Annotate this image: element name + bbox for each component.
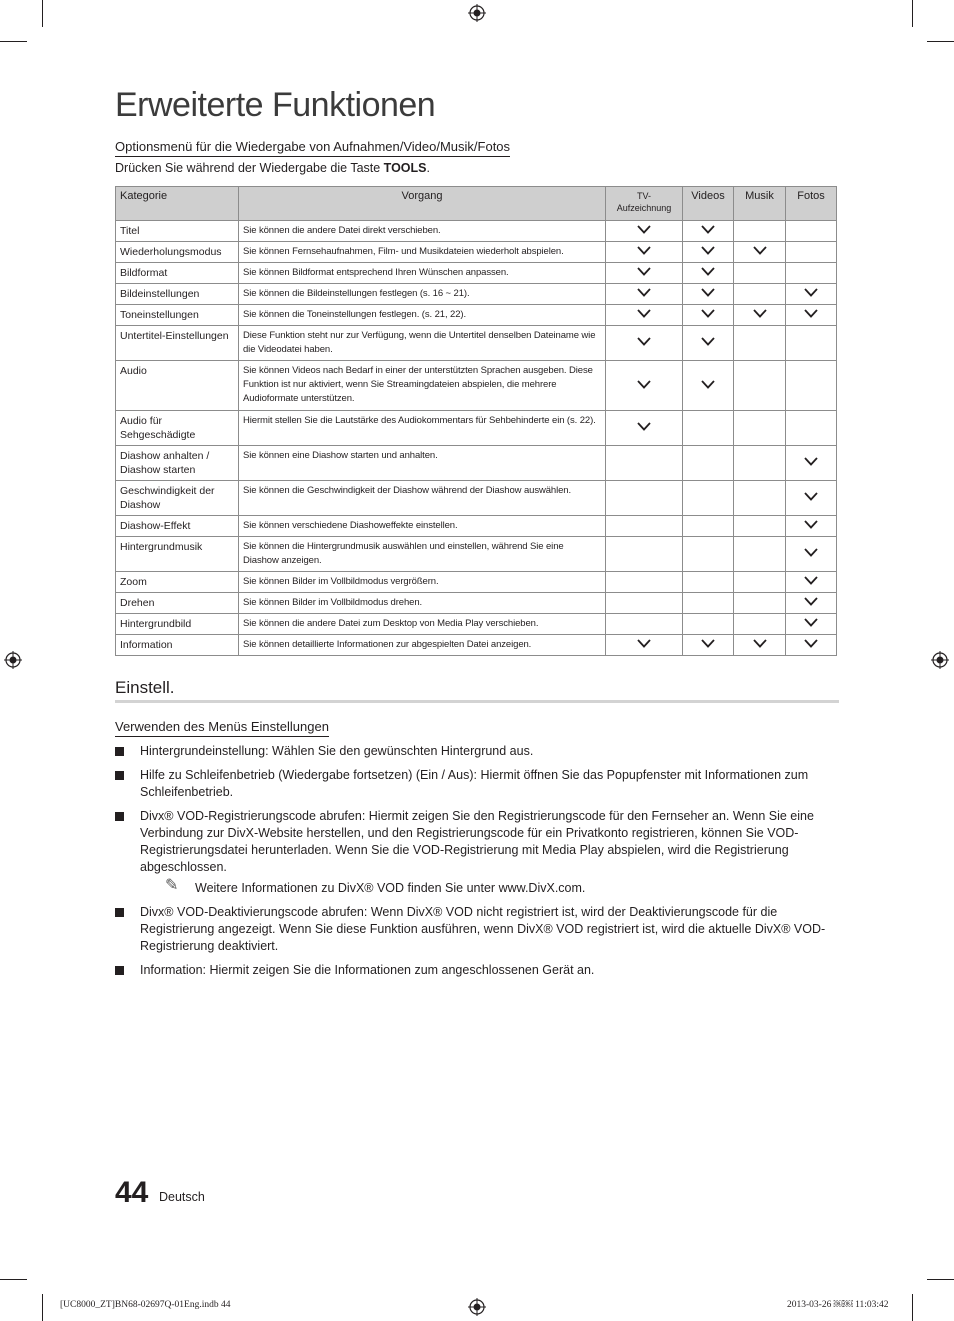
cell-fotos [786,411,837,446]
cell-fotos [786,481,837,516]
row-category: Audio für Sehgeschädigte [116,411,239,446]
bullet-item [115,808,839,897]
cell-musik [734,614,786,635]
crop-mark [42,0,43,27]
bullet-text: : Wenn DivX® VOD nicht registriert ist, wird der Deaktivierungscode für die Registrierung angezeigt. Wenn Sie diese Funktion ausführen, wenn DivX® VOD registriert ist, wird die aktuelle DivX® VOD-Registrierung deaktiviert. [140,905,826,953]
table-row [116,263,837,284]
cell-fotos [786,305,837,326]
row-category: Toneinstellungen [116,305,239,326]
row-description: Sie können Bilder im Vollbildmodus drehen. [239,593,606,614]
checkmark-icon [637,288,651,297]
checkmark-icon [804,597,818,606]
pencil-note-icon: ✎ [165,877,179,894]
checkmark-icon [804,520,818,529]
registration-mark-icon [468,4,486,22]
cell-fotos [786,593,837,614]
table-row [116,572,837,593]
cell-fotos [786,516,837,537]
row-description: Sie können detaillierte Informationen zur abgespielten Datei anzeigen. [239,635,606,656]
checkmark-icon [753,309,767,318]
checkmark-icon [637,337,651,346]
bullet-term: Hintergrundeinstellung [140,744,266,758]
header-musik: Musik [734,187,786,221]
table-body [116,221,837,656]
row-category: Bildformat [116,263,239,284]
cell-fotos [786,284,837,305]
table-row [116,635,837,656]
checkmark-icon [753,246,767,255]
cell-musik [734,305,786,326]
row-description: Sie können verschiedene Diashoweffekte einstellen. [239,516,606,537]
footer-file-info: [UC8000_ZT]BN68-02697Q-01Eng.indb 44 [60,1300,231,1310]
bullet-item [115,904,839,955]
cell-tv [606,593,683,614]
cell-musik [734,326,786,361]
row-category: Zoom [116,572,239,593]
checkmark-icon [804,548,818,557]
bullet-text: : Hiermit zeigen Sie die Informationen zum angeschlossenen Gerät an. [202,963,595,977]
checkmark-icon [701,288,715,297]
crop-mark [927,1279,954,1280]
bullet-term: Divx® VOD-Deaktivierungscode abrufen [140,905,364,919]
cell-videos [683,635,734,656]
checkmark-icon [701,337,715,346]
row-description: Hiermit stellen Sie die Lautstärke des Audiokommentars für Sehbehinderte ein (s. 22). [239,411,606,446]
cell-videos [683,263,734,284]
bullet-text: : Hiermit zeigen Sie den Registrierungscode für den Fernseher an. Wenn Sie eine Verbindung zur DivX-Website herstellen, und den Registrierungscode für ein Privatkonto registrieren, können Sie VOD-Registrierungsdatei herunterladen. Wenn Sie die VOD-Registrierung mit Media Play abspielen, wird die Registrierung abgeschlossen. [140,809,814,874]
page-language: Deutsch [159,1190,205,1204]
cell-musik [734,361,786,411]
options-heading: Optionsmenü für die Wiedergabe von Aufnahmen/Video/Musik/Fotos [115,139,510,157]
cell-musik [734,635,786,656]
cell-videos [683,326,734,361]
table-row [116,411,837,446]
page-number: 44 [115,1176,149,1209]
crop-mark [927,41,954,42]
cell-fotos [786,221,837,242]
cell-tv [606,614,683,635]
row-description: Sie können die Geschwindigkeit der Diashow während der Diashow auswählen. [239,481,606,516]
bullet-term: Divx® VOD-Registrierungscode abrufen [140,809,362,823]
row-description: Sie können Videos nach Bedarf in einer der unterstützten Sprachen ausgeben. Diese Funktion ist nur aktiviert, wenn Sie Streamingdateien abspielen, die mehrere Audioformate unterstützen. [239,361,606,411]
checkmark-icon [804,576,818,585]
row-description: Diese Funktion steht nur zur Verfügung, wenn die Untertitel denselben Dateiname wie die Videodatei haben. [239,326,606,361]
cell-tv [606,446,683,481]
crop-mark [912,1294,913,1321]
row-category: Titel [116,221,239,242]
cell-tv [606,326,683,361]
row-description: Sie können die Toneinstellungen festlegen. (s. 21, 22). [239,305,606,326]
row-description: Sie können Bilder im Vollbildmodus vergrößern. [239,572,606,593]
cell-musik [734,481,786,516]
intro-end: . [426,161,430,175]
cell-tv [606,305,683,326]
checkmark-icon [804,457,818,466]
row-description: Sie können die Hintergrundmusik auswählen und einstellen, während Sie eine Diashow anzeigen. [239,537,606,572]
cell-fotos [786,572,837,593]
header-action: Vorgang [239,187,606,221]
cell-videos [683,361,734,411]
checkmark-icon [804,492,818,501]
bullet-item [115,962,839,979]
tools-key: TOOLS [383,161,427,175]
checkmark-icon [701,639,715,648]
cell-fotos [786,242,837,263]
row-description: Sie können die andere Datei zum Desktop von Media Play verschieben. [239,614,606,635]
cell-tv [606,635,683,656]
cell-tv [606,537,683,572]
intro-text [115,161,430,175]
row-category: Untertitel-Einstellungen [116,326,239,361]
cell-fotos [786,326,837,361]
registration-mark-icon [931,651,949,669]
header-fotos: Fotos [786,187,837,221]
table-row [116,516,837,537]
cell-tv [606,516,683,537]
cell-videos [683,537,734,572]
note-text: Weitere Informationen zu DivX® VOD finden Sie unter www.DivX.com. [195,881,586,895]
cell-musik [734,446,786,481]
row-category: Diashow-Effekt [116,516,239,537]
checkmark-icon [804,309,818,318]
bullet-item [115,743,839,760]
checkmark-icon [804,288,818,297]
cell-musik [734,284,786,305]
table-header-row [116,187,837,221]
cell-tv [606,242,683,263]
table-row [116,242,837,263]
footer-timestamp: 2013-03-26 ￼￼ 11:03:42 [787,1300,889,1310]
bullet-text: : Hiermit öffnen Sie das Popupfenster mit Informationen zum Schleifenbetrieb. [140,768,809,799]
bullet-square-icon [115,747,124,756]
cell-musik [734,537,786,572]
row-category: Hintergrundmusik [116,537,239,572]
row-category: Drehen [116,593,239,614]
cell-videos [683,242,734,263]
checkmark-icon [637,225,651,234]
cell-musik [734,593,786,614]
cell-videos [683,614,734,635]
cell-tv [606,481,683,516]
options-table [115,186,837,656]
cell-tv [606,411,683,446]
row-description: Sie können Fernsehaufnahmen, Film- und Musikdateien wiederholt abspielen. [239,242,606,263]
cell-fotos [786,446,837,481]
table-row [116,326,837,361]
cell-musik [734,411,786,446]
section-title: Einstell. [115,678,175,697]
table-row [116,221,837,242]
cell-videos [683,411,734,446]
cell-videos [683,593,734,614]
checkmark-icon [701,225,715,234]
checkmark-icon [701,246,715,255]
page-title: Erweiterte Funktionen [115,86,436,124]
bullet-term: Hilfe zu Schleifenbetrieb (Wiedergabe fortsetzen) (Ein / Aus) [140,768,474,782]
cell-musik [734,221,786,242]
table-row [116,284,837,305]
checkmark-icon [804,639,818,648]
row-description: Sie können die Bildeinstellungen festlegen (s. 16 ~ 21). [239,284,606,305]
row-description: Sie können eine Diashow starten und anhalten. [239,446,606,481]
bullet-note [140,877,839,897]
bullet-square-icon [115,966,124,975]
bullet-square-icon [115,908,124,917]
cell-videos [683,481,734,516]
checkmark-icon [701,309,715,318]
row-category: Information [116,635,239,656]
row-category: Geschwindigkeit der Diashow [116,481,239,516]
cell-videos [683,516,734,537]
table-row [116,305,837,326]
cell-videos [683,305,734,326]
cell-fotos [786,263,837,284]
checkmark-icon [637,267,651,276]
cell-tv [606,221,683,242]
intro-lead: Drücken Sie während der Wiedergabe die Taste [115,161,384,175]
cell-videos [683,446,734,481]
row-category: Bildeinstellungen [116,284,239,305]
table-row [116,593,837,614]
cell-fotos [786,361,837,411]
cell-tv [606,263,683,284]
cell-musik [734,572,786,593]
section-divider [115,700,839,703]
menu-heading: Verwenden des Menüs Einstellungen [115,719,329,737]
checkmark-icon [637,380,651,389]
row-description: Sie können die andere Datei direkt verschieben. [239,221,606,242]
cell-musik [734,516,786,537]
checkmark-icon [701,380,715,389]
header-videos: Videos [683,187,734,221]
registration-mark-icon [4,651,22,669]
bullet-text: : Wählen Sie den gewünschten Hintergrund aus. [265,744,534,758]
header-tv: TV-Aufzeichnung [606,187,683,221]
bullet-item [115,767,839,801]
cell-fotos [786,537,837,572]
row-category: Hintergrundbild [116,614,239,635]
row-category: Diashow anhalten / Diashow starten [116,446,239,481]
row-category: Wiederholungsmodus [116,242,239,263]
row-category: Audio [116,361,239,411]
table-row [116,361,837,411]
cell-fotos [786,635,837,656]
cell-musik [734,242,786,263]
cell-videos [683,221,734,242]
checkmark-icon [637,246,651,255]
row-description: Sie können Bildformat entsprechend Ihren Wünschen anpassen. [239,263,606,284]
bullet-term: Information [140,963,203,977]
checkmark-icon [637,639,651,648]
cell-tv [606,284,683,305]
settings-bullet-list [115,743,839,986]
crop-mark [912,0,913,27]
header-category: Kategorie [116,187,239,221]
checkmark-icon [701,267,715,276]
cell-musik [734,263,786,284]
bullet-square-icon [115,812,124,821]
checkmark-icon [753,639,767,648]
cell-tv [606,572,683,593]
table-row [116,446,837,481]
cell-tv [606,361,683,411]
registration-mark-icon [468,1298,486,1316]
table-row [116,481,837,516]
checkmark-icon [637,422,651,431]
table-row [116,537,837,572]
checkmark-icon [637,309,651,318]
table-row [116,614,837,635]
checkmark-icon [804,618,818,627]
crop-mark [0,1279,27,1280]
cell-videos [683,572,734,593]
crop-mark [42,1294,43,1321]
cell-videos [683,284,734,305]
cell-fotos [786,614,837,635]
crop-mark [0,41,27,42]
bullet-square-icon [115,771,124,780]
